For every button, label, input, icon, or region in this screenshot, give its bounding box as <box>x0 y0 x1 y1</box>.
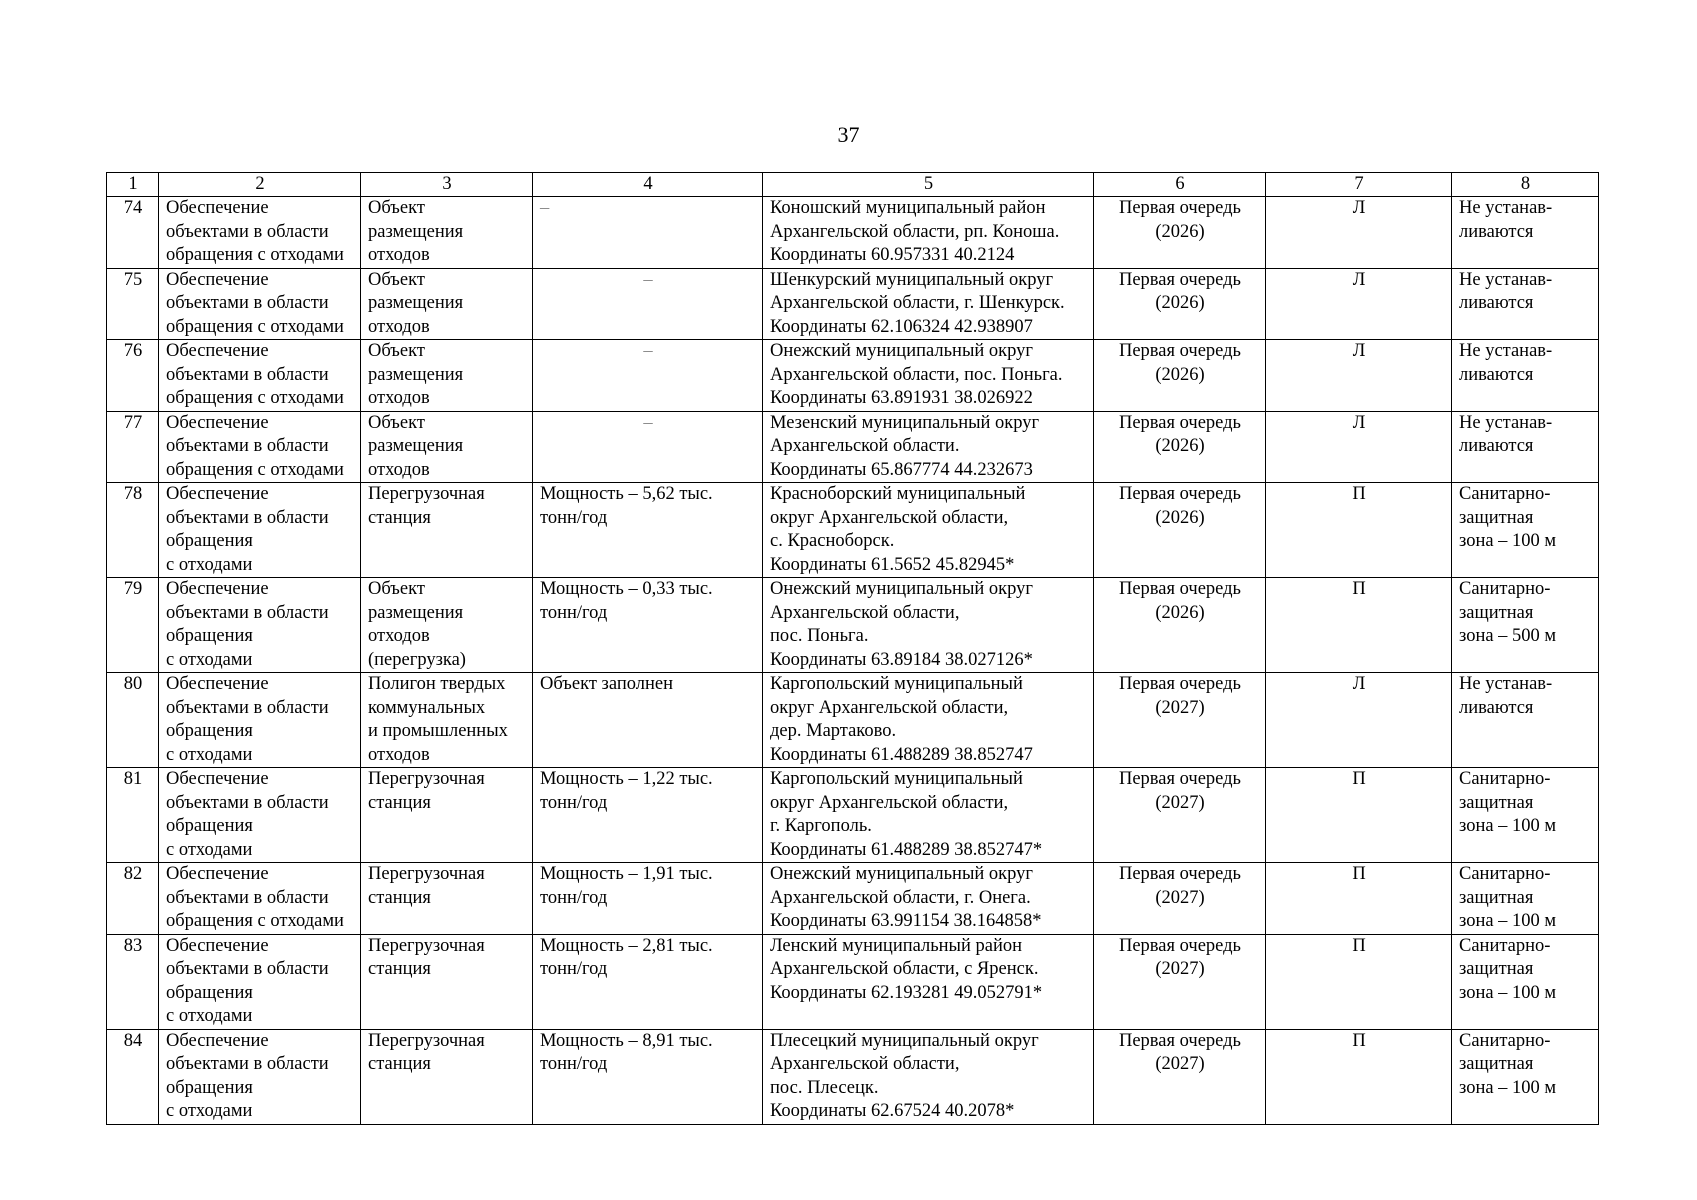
zone-code-cell: П <box>1266 1029 1452 1124</box>
zone-cell: Санитарно- защитная зона – 100 м <box>1452 483 1599 578</box>
object-type-cell: Перегрузочная станция <box>361 768 533 863</box>
purpose-cell: Обеспечение объектами в области обращения с отходами <box>159 673 361 768</box>
table-row <box>107 673 1599 768</box>
row-number-cell: 84 <box>107 1029 159 1124</box>
location-cell: Онежский муниципальный округ Архангельской области, пос. Поньга. Координаты 63.89184 38.027126* <box>763 578 1094 673</box>
zone-cell: Не устанав- ливаются <box>1452 268 1599 340</box>
objects-table <box>106 172 1599 1125</box>
object-type-cell: Объект размещения отходов <box>361 411 533 483</box>
zone-cell: Санитарно- защитная зона – 100 м <box>1452 1029 1599 1124</box>
purpose-cell: Обеспечение объектами в области обращения с отходами <box>159 483 361 578</box>
object-type-cell: Объект размещения отходов <box>361 197 533 269</box>
capacity-cell: – <box>533 268 763 340</box>
stage-cell: Первая очередь (2026) <box>1094 578 1266 673</box>
zone-cell: Санитарно- защитная зона – 100 м <box>1452 934 1599 1029</box>
column-number: 3 <box>361 173 533 197</box>
row-number-cell: 80 <box>107 673 159 768</box>
zone-code-cell: Л <box>1266 340 1452 412</box>
location-cell: Красноборский муниципальный округ Архангельской области, с. Красноборск. Координаты 61.5652 45.82945* <box>763 483 1094 578</box>
object-type-cell: Перегрузочная станция <box>361 1029 533 1124</box>
capacity-cell: Объект заполнен <box>533 673 763 768</box>
zone-cell: Не устанав- ливаются <box>1452 340 1599 412</box>
zone-cell: Санитарно- защитная зона – 100 м <box>1452 768 1599 863</box>
row-number-cell: 82 <box>107 863 159 935</box>
stage-cell: Первая очередь (2026) <box>1094 483 1266 578</box>
object-type-cell: Перегрузочная станция <box>361 934 533 1029</box>
stage-cell: Первая очередь (2026) <box>1094 340 1266 412</box>
purpose-cell: Обеспечение объектами в области обращения с отходами <box>159 411 361 483</box>
row-number-cell: 81 <box>107 768 159 863</box>
purpose-cell: Обеспечение объектами в области обращения с отходами <box>159 934 361 1029</box>
object-type-cell: Объект размещения отходов (перегрузка) <box>361 578 533 673</box>
stage-cell: Первая очередь (2027) <box>1094 934 1266 1029</box>
table-row <box>107 411 1599 483</box>
object-type-cell: Объект размещения отходов <box>361 268 533 340</box>
object-type-cell: Перегрузочная станция <box>361 483 533 578</box>
zone-code-cell: П <box>1266 768 1452 863</box>
row-number-cell: 76 <box>107 340 159 412</box>
table-row <box>107 483 1599 578</box>
purpose-cell: Обеспечение объектами в области обращения с отходами <box>159 863 361 935</box>
column-number: 8 <box>1452 173 1599 197</box>
capacity-cell: – <box>533 340 763 412</box>
zone-code-cell: П <box>1266 863 1452 935</box>
column-number: 4 <box>533 173 763 197</box>
stage-cell: Первая очередь (2027) <box>1094 673 1266 768</box>
purpose-cell: Обеспечение объектами в области обращения с отходами <box>159 768 361 863</box>
row-number-cell: 74 <box>107 197 159 269</box>
capacity-cell: – <box>533 411 763 483</box>
stage-cell: Первая очередь (2026) <box>1094 268 1266 340</box>
table-row <box>107 197 1599 269</box>
table-body <box>107 197 1599 1125</box>
zone-code-cell: П <box>1266 483 1452 578</box>
column-number: 2 <box>159 173 361 197</box>
location-cell: Онежский муниципальный округ Архангельской области, пос. Поньга. Координаты 63.891931 38.026922 <box>763 340 1094 412</box>
table-row <box>107 268 1599 340</box>
table-row <box>107 934 1599 1029</box>
stage-cell: Первая очередь (2027) <box>1094 1029 1266 1124</box>
location-cell: Шенкурский муниципальный округ Архангельской области, г. Шенкурск. Координаты 62.106324 42.938907 <box>763 268 1094 340</box>
location-cell: Мезенский муниципальный округ Архангельской области. Координаты 65.867774 44.232673 <box>763 411 1094 483</box>
purpose-cell: Обеспечение объектами в области обращения с отходами <box>159 1029 361 1124</box>
capacity-cell: Мощность – 1,91 тыс. тонн/год <box>533 863 763 935</box>
table-row <box>107 340 1599 412</box>
table-row <box>107 768 1599 863</box>
capacity-cell: – <box>533 197 763 269</box>
location-cell: Онежский муниципальный округ Архангельской области, г. Онега. Координаты 63.991154 38.164858* <box>763 863 1094 935</box>
column-number-row <box>107 173 1599 197</box>
zone-cell: Санитарно- защитная зона – 100 м <box>1452 863 1599 935</box>
zone-cell: Санитарно- защитная зона – 500 м <box>1452 578 1599 673</box>
capacity-cell: Мощность – 1,22 тыс. тонн/год <box>533 768 763 863</box>
row-number-cell: 77 <box>107 411 159 483</box>
column-number: 7 <box>1266 173 1452 197</box>
stage-cell: Первая очередь (2026) <box>1094 197 1266 269</box>
purpose-cell: Обеспечение объектами в области обращения с отходами <box>159 340 361 412</box>
row-number-cell: 75 <box>107 268 159 340</box>
stage-cell: Первая очередь (2027) <box>1094 768 1266 863</box>
purpose-cell: Обеспечение объектами в области обращения с отходами <box>159 268 361 340</box>
purpose-cell: Обеспечение объектами в области обращения с отходами <box>159 578 361 673</box>
table-row <box>107 578 1599 673</box>
location-cell: Ленский муниципальный район Архангельской области, с Яренск. Координаты 62.193281 49.052791* <box>763 934 1094 1029</box>
purpose-cell: Обеспечение объектами в области обращения с отходами <box>159 197 361 269</box>
zone-code-cell: П <box>1266 934 1452 1029</box>
zone-cell: Не устанав- ливаются <box>1452 411 1599 483</box>
object-type-cell: Перегрузочная станция <box>361 863 533 935</box>
column-number: 1 <box>107 173 159 197</box>
row-number-cell: 83 <box>107 934 159 1029</box>
table-row <box>107 863 1599 935</box>
row-number-cell: 79 <box>107 578 159 673</box>
zone-cell: Не устанав- ливаются <box>1452 673 1599 768</box>
object-type-cell: Полигон твердых коммунальных и промышленных отходов <box>361 673 533 768</box>
zone-code-cell: Л <box>1266 673 1452 768</box>
zone-cell: Не устанав- ливаются <box>1452 197 1599 269</box>
row-number-cell: 78 <box>107 483 159 578</box>
capacity-cell: Мощность – 0,33 тыс. тонн/год <box>533 578 763 673</box>
capacity-cell: Мощность – 5,62 тыс. тонн/год <box>533 483 763 578</box>
zone-code-cell: Л <box>1266 411 1452 483</box>
capacity-cell: Мощность – 8,91 тыс. тонн/год <box>533 1029 763 1124</box>
zone-code-cell: П <box>1266 578 1452 673</box>
location-cell: Каргопольский муниципальный округ Архангельской области, дер. Мартаково. Координаты 61.488289 38.852747 <box>763 673 1094 768</box>
location-cell: Плесецкий муниципальный округ Архангельской области, пос. Плесецк. Координаты 62.67524 40.2078* <box>763 1029 1094 1124</box>
zone-code-cell: Л <box>1266 268 1452 340</box>
capacity-cell: Мощность – 2,81 тыс. тонн/год <box>533 934 763 1029</box>
location-cell: Каргопольский муниципальный округ Архангельской области, г. Каргополь. Координаты 61.488289 38.852747* <box>763 768 1094 863</box>
table-row <box>107 1029 1599 1124</box>
location-cell: Коношский муниципальный район Архангельской области, рп. Коноша. Координаты 60.957331 40.2124 <box>763 197 1094 269</box>
column-number: 5 <box>763 173 1094 197</box>
stage-cell: Первая очередь (2027) <box>1094 863 1266 935</box>
zone-code-cell: Л <box>1266 197 1452 269</box>
column-number: 6 <box>1094 173 1266 197</box>
object-type-cell: Объект размещения отходов <box>361 340 533 412</box>
stage-cell: Первая очередь (2026) <box>1094 411 1266 483</box>
page-number: 37 <box>837 122 860 147</box>
